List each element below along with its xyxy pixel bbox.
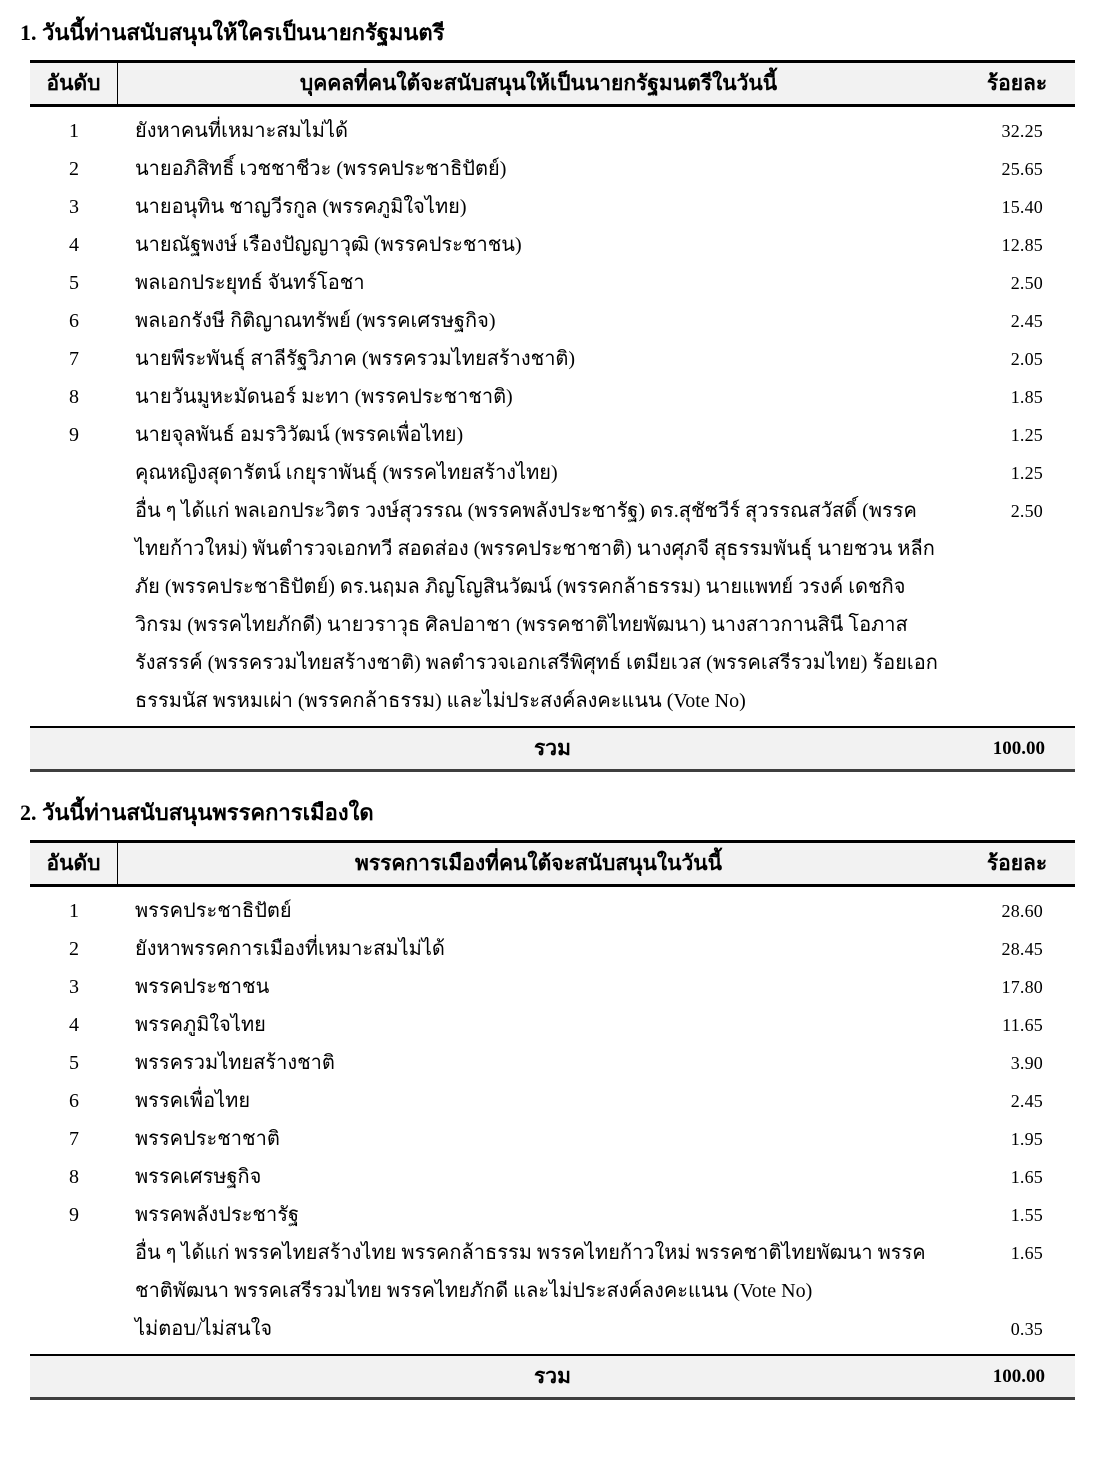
cell-person: อื่น ๆ ได้แก่ พลเอกประวิตร วงษ์สุวรรณ (พรรคพลังประชารัฐ) ดร.สุชัชวีร์ สุวรรณสวัสดิ์ (พรรคไทยก้าวใหม่) พันตำรวจเอกทวี สอดส่อง (พรรคประชาชาติ) นางศุภจี สุธรรมพันธุ์ นายชวน หลีกภัย (พรรคประชาธิปัตย์) ดร.นฤมล ภิญโญสินวัฒน์ (พรรคกล้าธรรม) นายแพทย์ วรงค์ เดชกิจวิกรม (พรรคไทยภักดี) นายวราวุธ ศิลปอาชา (พรรคชาติไทยพัฒนา) นางสาวกานสินี โอภาสรังสรรค์ (พรรครวมไทยสร้างชาติ) พลตำรวจเอกเสรีพิศุทธ์ เตมียเวส (พรรคเสรีรวมไทย) ร้อยเอกธรรมนัส พรหมเผ่า (พรรคกล้าธรรม) และไม่ประสงค์ลงคะแนน (Vote No): [135, 500, 938, 712]
table-body: [30, 107, 1075, 726]
cell-percent: 1.65: [1010, 1243, 1043, 1263]
cell-party: พรรคประชาชน: [135, 976, 270, 998]
table-row: [30, 968, 1075, 1006]
pm-support-table: [30, 60, 1075, 772]
cell-rank: 1: [69, 120, 79, 142]
table-row: [30, 1082, 1075, 1120]
cell-rank: 7: [69, 348, 79, 370]
cell-percent: 1.25: [1010, 463, 1043, 483]
cell-rank: 4: [69, 1014, 79, 1036]
section-heading: 2. วันนี้ท่านสนับสนุนพรรคการเมืองใด: [20, 800, 374, 825]
cell-rank: 7: [69, 1128, 79, 1150]
cell-party: พรรคพลังประชารัฐ: [135, 1204, 300, 1226]
table-row: [30, 892, 1075, 930]
cell-rank: 9: [69, 424, 79, 446]
cell-percent: 2.45: [1010, 1091, 1043, 1111]
cell-percent: 1.55: [1010, 1205, 1043, 1225]
table-row-others: [30, 1234, 1075, 1310]
cell-percent: 1.95: [1010, 1129, 1043, 1149]
col-header-party: พรรคการเมืองที่คนใต้จะสนับสนุนในวันนี้: [355, 851, 722, 875]
table-row: [30, 226, 1075, 264]
cell-rank: 4: [69, 234, 79, 256]
cell-person: นายณัฐพงษ์ เรืองปัญญาวุฒิ (พรรคประชาชน): [135, 234, 522, 256]
cell-party: พรรคเศรษฐกิจ: [135, 1166, 262, 1188]
table-row: [30, 378, 1075, 416]
col-header-person: บุคคลที่คนใต้จะสนับสนุนให้เป็นนายกรัฐมนตรีในวันนี้: [299, 71, 778, 95]
cell-rank: 1: [69, 900, 79, 922]
cell-rank: 5: [69, 272, 79, 294]
table-row: [30, 454, 1075, 492]
cell-percent: 15.40: [1001, 197, 1043, 217]
cell-party: ยังหาพรรคการเมืองที่เหมาะสมไม่ได้: [135, 938, 445, 960]
cell-person: นายอนุทิน ชาญวีรกูล (พรรคภูมิใจไทย): [135, 196, 467, 218]
table-row-no-answer: [30, 1310, 1075, 1348]
table-row: [30, 930, 1075, 968]
cell-percent: 1.65: [1010, 1167, 1043, 1187]
cell-party: อื่น ๆ ได้แก่ พรรคไทยสร้างไทย พรรคกล้าธรรม พรรคไทยก้าวใหม่ พรรคชาติไทยพัฒนา พรรคชาติพัฒนา พรรคเสรีรวมไทย พรรคไทยภักดี และไม่ประสงค์ลงคะแนน (Vote No): [135, 1242, 926, 1302]
cell-person: พลเอกประยุทธ์ จันทร์โอชา: [135, 272, 365, 294]
cell-percent: 0.35: [1010, 1319, 1043, 1339]
cell-percent: 28.60: [1001, 901, 1043, 921]
cell-party: พรรคประชาธิปัตย์: [135, 900, 292, 922]
table-row: [30, 1158, 1075, 1196]
table-row: [30, 302, 1075, 340]
cell-rank: 6: [69, 310, 79, 332]
table-row: [30, 1006, 1075, 1044]
total-value: 100.00: [992, 1365, 1045, 1387]
party-support-table: [30, 840, 1075, 1400]
table-row: [30, 1196, 1075, 1234]
section-party-support: [20, 798, 1075, 1400]
cell-person: พลเอกรังษี กิติญาณทรัพย์ (พรรคเศรษฐกิจ): [135, 310, 496, 332]
table-row: [30, 188, 1075, 226]
cell-percent: 2.50: [1010, 273, 1043, 293]
cell-percent: 2.45: [1010, 311, 1043, 331]
cell-percent: 17.80: [1001, 977, 1043, 997]
table-row: [30, 1120, 1075, 1158]
cell-rank: 5: [69, 1052, 79, 1074]
cell-person: นายพีระพันธุ์ สาลีรัฐวิภาค (พรรครวมไทยสร้างชาติ): [135, 348, 576, 370]
cell-rank: 8: [69, 386, 79, 408]
cell-party: พรรคประชาชาติ: [135, 1128, 280, 1150]
cell-percent: 32.25: [1001, 121, 1043, 141]
cell-rank: 3: [69, 196, 79, 218]
cell-rank: 8: [69, 1166, 79, 1188]
table-row: [30, 150, 1075, 188]
section-pm-support: [20, 18, 1075, 772]
cell-party: พรรคภูมิใจไทย: [135, 1014, 266, 1036]
col-header-rank: อันดับ: [30, 843, 118, 884]
cell-percent: 11.65: [1002, 1015, 1043, 1035]
cell-person: คุณหญิงสุดารัตน์ เกยุราพันธุ์ (พรรคไทยสร้างไทย): [135, 462, 558, 484]
cell-percent: 28.45: [1001, 939, 1043, 959]
col-header-rank: อันดับ: [30, 63, 118, 104]
cell-percent: 2.50: [1010, 501, 1043, 521]
total-row: [30, 1354, 1075, 1400]
cell-percent: 12.85: [1001, 235, 1043, 255]
total-value: 100.00: [992, 737, 1045, 759]
total-row: [30, 726, 1075, 772]
total-label: รวม: [534, 1364, 571, 1388]
table-row: [30, 340, 1075, 378]
table-header-row: [30, 60, 1075, 107]
table-row: [30, 416, 1075, 454]
total-label: รวม: [534, 736, 571, 760]
cell-rank: 2: [69, 938, 79, 960]
cell-party: ไม่ตอบ/ไม่สนใจ: [135, 1318, 273, 1340]
cell-person: ยังหาคนที่เหมาะสมไม่ได้: [135, 120, 348, 142]
col-header-percent: ร้อยละ: [986, 851, 1048, 875]
col-header-percent: ร้อยละ: [986, 71, 1048, 95]
cell-percent: 1.85: [1010, 387, 1043, 407]
cell-person: นายอภิสิทธิ์ เวชชาชีวะ (พรรคประชาธิปัตย์): [135, 158, 507, 180]
table-header-row: [30, 840, 1075, 887]
cell-rank: 6: [69, 1090, 79, 1112]
table-row: [30, 112, 1075, 150]
cell-person: นายวันมูหะมัดนอร์ มะทา (พรรคประชาชาติ): [135, 386, 513, 408]
cell-percent: 1.25: [1010, 425, 1043, 445]
cell-rank: 2: [69, 158, 79, 180]
cell-rank: 3: [69, 976, 79, 998]
cell-party: พรรคเพื่อไทย: [135, 1090, 251, 1112]
table-row: [30, 264, 1075, 302]
section-heading: 1. วันนี้ท่านสนับสนุนให้ใครเป็นนายกรัฐมนตรี: [20, 20, 445, 45]
cell-person: นายจุลพันธ์ อมรวิวัฒน์ (พรรคเพื่อไทย): [135, 424, 464, 446]
cell-percent: 2.05: [1010, 349, 1043, 369]
table-body: [30, 887, 1075, 1354]
table-row: [30, 1044, 1075, 1082]
cell-percent: 25.65: [1001, 159, 1043, 179]
table-row-others: [30, 492, 1075, 720]
cell-party: พรรครวมไทยสร้างชาติ: [135, 1052, 335, 1074]
cell-rank: 9: [69, 1204, 79, 1226]
cell-percent: 3.90: [1010, 1053, 1043, 1073]
